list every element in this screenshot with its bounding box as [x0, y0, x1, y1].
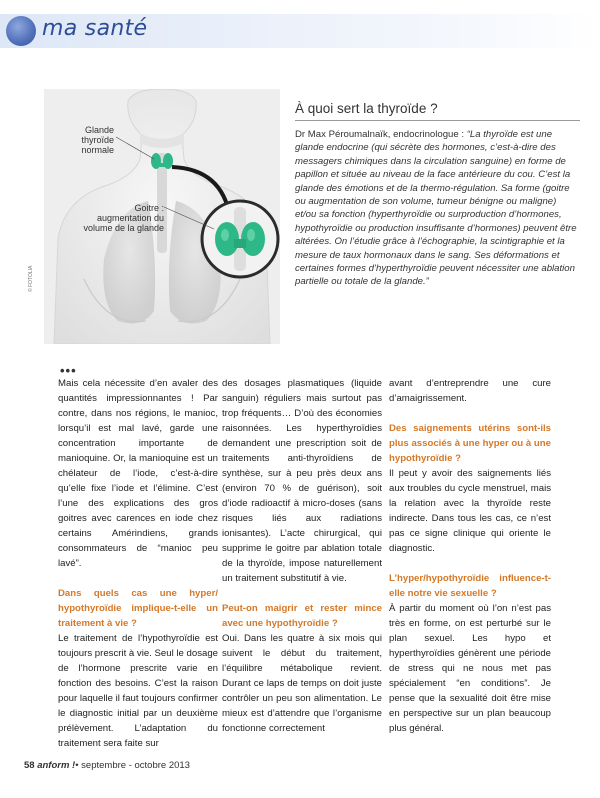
section-title: ma santé [42, 16, 148, 41]
paragraph: des dosages plasmatiques (liquide sanguin) réguliers mais surtout pas trop fréquents… D’où des économies raisonnées. Les hyperthyroïdies demandent une prescription soit de traitements anti-thyroïdiens de synthèse, sur à peu près deux ans (environ 70 % de guérison), soit d’iode radioactif à micro-doses (sans risques liés aux radiations ionisantes). L’acte chirurgical, qui supprime le goitre par ablation totale de la thyroïde, impose naturellement un traitement substitutif à vie. [222, 378, 382, 584]
issue-date: • septembre - octobre 2013 [75, 760, 190, 771]
label-normal-gland: Glande thyroïde normale [81, 125, 114, 155]
sidebar-divider [295, 120, 580, 121]
label-goitre: Goitre : augmentation du volume de la glande [83, 203, 164, 233]
sidebar-body [295, 128, 577, 289]
question-heading: L’hyper/hypothyroïdie influence-t-elle notre vie sexuelle ? [389, 573, 551, 599]
paragraph: Mais cela nécessite d’en avaler des quantités impressionnantes ! Par contre, dans nos régions, le manioc, lorsqu’il est mal lavé, garde une concentration importante de manioquine. Or, la manioquine est un chélateur de l’iode, c’est-à-dire qu’elle fixe l’iode et l’élimine. C’est l’une des explications des gros goitres avec carences en iode chez certains Amérindiens, grands consommateurs de “manioc peu lavé”. [58, 378, 218, 569]
sidebar-quote: “La thyroïde est une glande endocrine (qui sécrète des hormones, c’est-à-dire des messagers chimiques dans la circulation sanguine) en forme de papillon et située au niveau de la face antérieure du cou. C’est la glande des émotions et de la thermo-régulation. Sa forme (goitre ou augmentation de son volume, tumeur bénigne ou maligne) et/ou sa fonction (hyperthyroïdie ou surproduction d’hormones, hypothyroïdie ou production insuffisante d’hormones) peuvent être altérées. On l’étudie grâce à l’échographie, la scintigraphie et la mesure de taux hormonaux dans le sang. Ses déformations et certaines formes d’hyperthyroïdie peuvent nécessiter une ablation partielle ou totale de la glande.” [295, 129, 577, 288]
magazine-name: anform ! [37, 760, 76, 771]
photo-credit: © FOTOLIA [28, 265, 34, 292]
question-heading: Dans quels cas une hyper/ hypothyroïdie implique-t-elle un traitement à vie ? [58, 588, 218, 629]
paragraph: À partir du moment où l’on n’est pas très en forme, on est perturbé sur le plan sexuel. Les hypo et hyperthyroïdies génèrent une période de stress qui ne nous met pas spécialement “en conditions”. Je pense que la sexualité doit être mise en perspective sur un plan beaucoup plus général. [389, 603, 551, 734]
sidebar-intro: Dr Max Péroumalnaïk, endocrinologue : [295, 129, 467, 140]
question-heading: Des saignements utérins sont-ils plus associés à une hyper ou à une hypothyroïdie ? [389, 423, 551, 464]
paragraph: Oui. Dans les quatre à six mois qui suivent le début du traitement, l’équilibre métabolique revient. Durant ce laps de temps on doit juste contrôler un peu son alimentation. Le mieux est d’attendre que l’organisme fonctionne correctement [222, 633, 382, 734]
page-number: 58 [24, 760, 35, 771]
section-bullet-icon [6, 16, 36, 46]
sidebar-title: À quoi sert la thyroïde ? [295, 101, 438, 116]
question-heading: Peut-on maigrir et rester mince avec une hypothyroïdie ? [222, 603, 382, 629]
paragraph: Il peut y avoir des saignements liés aux troubles du cycle menstruel, mais la relation avec la thyroïde reste indirecte. Dans tous les cas, ce n’est pas ce signe clinique qui oriente le diagnostic. [389, 468, 551, 554]
continuation-mark: ••• [60, 363, 77, 378]
paragraph: Le traitement de l’hypothyroïdie est toujours prescrit à vie. Seul le dosage de l’hormone prescrite varie en fonction des besoins. C’est la raison pour laquelle il faut toujours confirmer le diagnostic initial par un deuxième prélèvement. L’adaptation du traitement sera faite sur [58, 633, 218, 749]
page-footer [24, 760, 190, 771]
paragraph: avant d’entreprendre une cure d’amaigrissement. [389, 378, 551, 404]
article-column-2 [222, 376, 382, 736]
article-column-3 [389, 376, 551, 736]
article-column-1 [58, 376, 218, 751]
